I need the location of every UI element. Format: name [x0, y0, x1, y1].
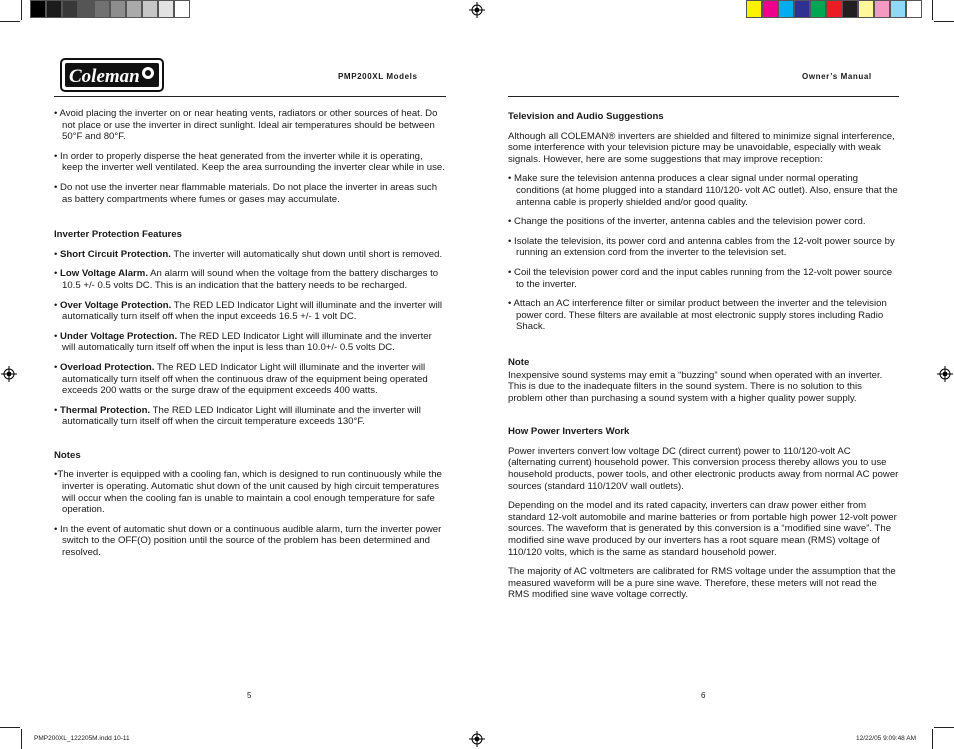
notes-heading: Notes	[54, 449, 81, 461]
crop-mark	[21, 729, 22, 749]
page-number-left: 5	[247, 691, 252, 700]
tv-heading: Television and Audio Suggestions	[508, 111, 664, 122]
feature-name: Over Voltage Protection.	[60, 299, 172, 311]
color-swatch	[94, 0, 110, 18]
color-swatch	[810, 0, 826, 18]
feature-description: The inverter will automatically shut down until short is removed.	[170, 248, 443, 260]
color-swatch	[158, 0, 174, 18]
feature-description: The RED LED Indicator Light will illuminate and the inverter will automatically turn itself off when the input is less than 10.0+/- 0.5 volts DC.	[62, 330, 432, 354]
feature-description: The RED LED Indicator Light will illuminate and the inverter will automatically turn itself off when the input exceeds 16.5 +/- 1 volt DC.	[62, 299, 442, 323]
crop-mark	[934, 21, 954, 22]
color-swatch	[842, 0, 858, 18]
note-item: •The inverter is equipped with a cooling fan, which is designed to run continuously while the inverter is operating. Automatic shut down of the unit caused by high circuit temperatures will occur when the cooling fan is unable to maintain a cool enough temperature for safe operation.	[54, 469, 442, 516]
bullet-item: • Do not use the inverter near flammable materials. Do not place the inverter in areas such as battery compartments where fumes or gases may accumulate.	[54, 181, 438, 205]
bullet-item: • Make sure the television antenna produces a clear signal under normal operating conditions (at home plugged into a standard 110/120- volt AC outlet). Also, ensure that the antenna cable is properly shielded and/or good quality.	[508, 173, 898, 208]
registration-mark-icon	[469, 731, 485, 747]
note-item: • In the event of automatic shut down or a continuous audible alarm, turn the inverter power switch to the OFF(O) position until the source of the problem has been determined and resolved.	[54, 523, 442, 559]
crop-mark	[0, 727, 20, 728]
body-paragraph: The majority of AC voltmeters are calibrated for RMS voltage under the assumption that the measured waveform will be a pure sine wave. Therefore, these meters will not read the RMS modified sine wave voltage correctly.	[508, 566, 896, 601]
body-paragraph: Power inverters convert low voltage DC (direct current) power to 110/120-volt AC (alternating current) household power. This conversion process thereby allows you to use household products, power tools, and other electronic products away from normal AC power sources (standard 110/120V wall outlets).	[508, 445, 899, 492]
registration-mark-icon	[937, 366, 953, 382]
feature-name: Overload Protection.	[60, 361, 155, 373]
page-number-right: 6	[701, 691, 706, 700]
grayscale-color-bar	[30, 0, 190, 18]
feature-description: The RED LED Indicator Light will illuminate and the inverter will automatically turn itself off when the circuit temperature exceeds 130°F.	[62, 404, 421, 428]
manual-header: Owner’s Manual	[802, 72, 872, 81]
color-swatch	[778, 0, 794, 18]
date-slug: 12/22/05 9:09:48 AM	[856, 735, 916, 742]
color-swatch	[746, 0, 762, 18]
how-heading: How Power Inverters Work	[508, 426, 630, 438]
right-page-column	[508, 111, 899, 609]
color-swatch	[826, 0, 842, 18]
crop-mark	[932, 729, 933, 749]
feature-name: Thermal Protection.	[60, 404, 151, 416]
left-page-column	[54, 108, 446, 567]
protection-feature: • Short Circuit Protection. The inverter will automatically shut down until short is removed.	[54, 248, 443, 260]
protection-feature: • Low Voltage Alarm. An alarm will sound when the voltage from the battery discharges to 10.5 +/- 0.5 volts DC. This is an indication that the battery needs to be recharged.	[54, 268, 439, 291]
feature-name: Short Circuit Protection.	[60, 248, 171, 260]
body-paragraph: Depending on the model and its rated capacity, inverters can draw power either from standard 12-volt automobile and marine batteries or from portable high power 12-volt power sources. The waveform that is generated by this conversion is a “modified sine wave”. The modified sine wave produced by our inverters has a root square mean (RMS) voltage of 110/120 volts, which is the same as standard household power.	[508, 500, 897, 558]
color-swatch	[46, 0, 62, 18]
color-swatch	[126, 0, 142, 18]
bullet-item: • Avoid placing the inverter on or near heating vents, radiators or other sources of heat. Do not place or use the inverter in direct sunlight. Ideal air temperatures should be between 50°F and 80°F.	[54, 108, 438, 143]
feature-description: The RED LED Indicator Light will illuminate and the inverter will automatically turn itself off when the continuous draw of the equipment being operated exceeds 200 watts or the surge draw of the equipment exceeds 400 watts.	[62, 361, 428, 397]
bullet-item: • Attach an AC interference filter or similar product between the inverter and the television power cord. These filters are available at most electronic supply stores including Radio Shack.	[508, 298, 887, 333]
crop-mark	[932, 0, 933, 20]
crop-mark	[934, 727, 954, 728]
note-text: Inexpensive sound systems may emit a “buzzing” sound when operated with an inverter. This is due to the inadequate filters in the sound system. There is no solution to this problem other than purchasing a sound system with a higher quality power supply.	[508, 369, 883, 404]
color-swatch	[142, 0, 158, 18]
protection-feature: • Thermal Protection. The RED LED Indicator Light will illuminate and the inverter will automatically turn itself off when the circuit temperature exceeds 130°F.	[54, 404, 421, 428]
protection-feature: • Overload Protection. The RED LED Indicator Light will illuminate and the inverter will automatically turn itself off when the continuous draw of the equipment being operated exceeds 200 watts or the surge draw of the equipment exceeds 400 watts.	[54, 361, 428, 397]
bullet-item: • Coil the television power cord and the input cables running from the 12-volt power source to the inverter.	[508, 266, 893, 290]
protection-feature: • Under Voltage Protection. The RED LED Indicator Light will illuminate and the inverter will automatically turn itself off when the input is less than 10.0+/- 0.5 volts DC.	[54, 330, 432, 354]
color-swatch	[906, 0, 922, 18]
bullet-item: • In order to properly disperse the heat generated from the inverter while it is operating, keep the inverter well ventilated. Keep the area surrounding the inverter clear while in use.	[54, 150, 445, 174]
tv-intro: Although all COLEMAN® inverters are shielded and filtered to minimize signal interference, some interference with your television picture may be unavoidable, especially with weak signals. However, here are some suggestions that may improve reception:	[508, 130, 895, 165]
bullet-item: • Isolate the television, its power cord and antenna cables from the 12-volt power source by running an extension cord from the inverter to the television set.	[508, 235, 895, 259]
color-swatch	[110, 0, 126, 18]
coleman-logo	[60, 58, 164, 92]
registration-mark-icon	[469, 2, 485, 18]
file-slug: PMP200XL_122205M.indd 10-11	[34, 735, 130, 742]
feature-name: Low Voltage Alarm.	[60, 268, 148, 280]
header-rule-left	[54, 96, 446, 97]
crop-mark	[0, 21, 20, 22]
color-swatch	[62, 0, 78, 18]
color-swatch	[858, 0, 874, 18]
protection-heading: Inverter Protection Features	[54, 229, 182, 241]
note-heading: Note	[508, 356, 530, 368]
color-swatch	[890, 0, 906, 18]
protection-feature: • Over Voltage Protection. The RED LED Indicator Light will illuminate and the inverter will automatically turn itself off when the input exceeds 16.5 +/- 1 volt DC.	[54, 299, 442, 323]
logo-text: Coleman	[69, 66, 140, 87]
color-swatch	[794, 0, 810, 18]
color-swatch	[874, 0, 890, 18]
bullet-item: • Change the positions of the inverter, antenna cables and the television power cord.	[508, 216, 866, 228]
header-rule-right	[508, 96, 899, 97]
model-header: PMP200XL Models	[338, 72, 418, 81]
color-swatch	[78, 0, 94, 18]
color-swatch	[174, 0, 190, 18]
feature-description: An alarm will sound when the voltage from the battery discharges to 10.5 +/- 0.5 volts DC. This is an indication that the battery needs to be recharged.	[62, 268, 439, 291]
crop-mark	[21, 0, 22, 20]
feature-name: Under Voltage Protection.	[60, 330, 178, 342]
color-swatch	[30, 0, 46, 18]
color-swatch	[762, 0, 778, 18]
registration-mark-icon	[1, 366, 17, 382]
process-color-bar	[746, 0, 922, 18]
